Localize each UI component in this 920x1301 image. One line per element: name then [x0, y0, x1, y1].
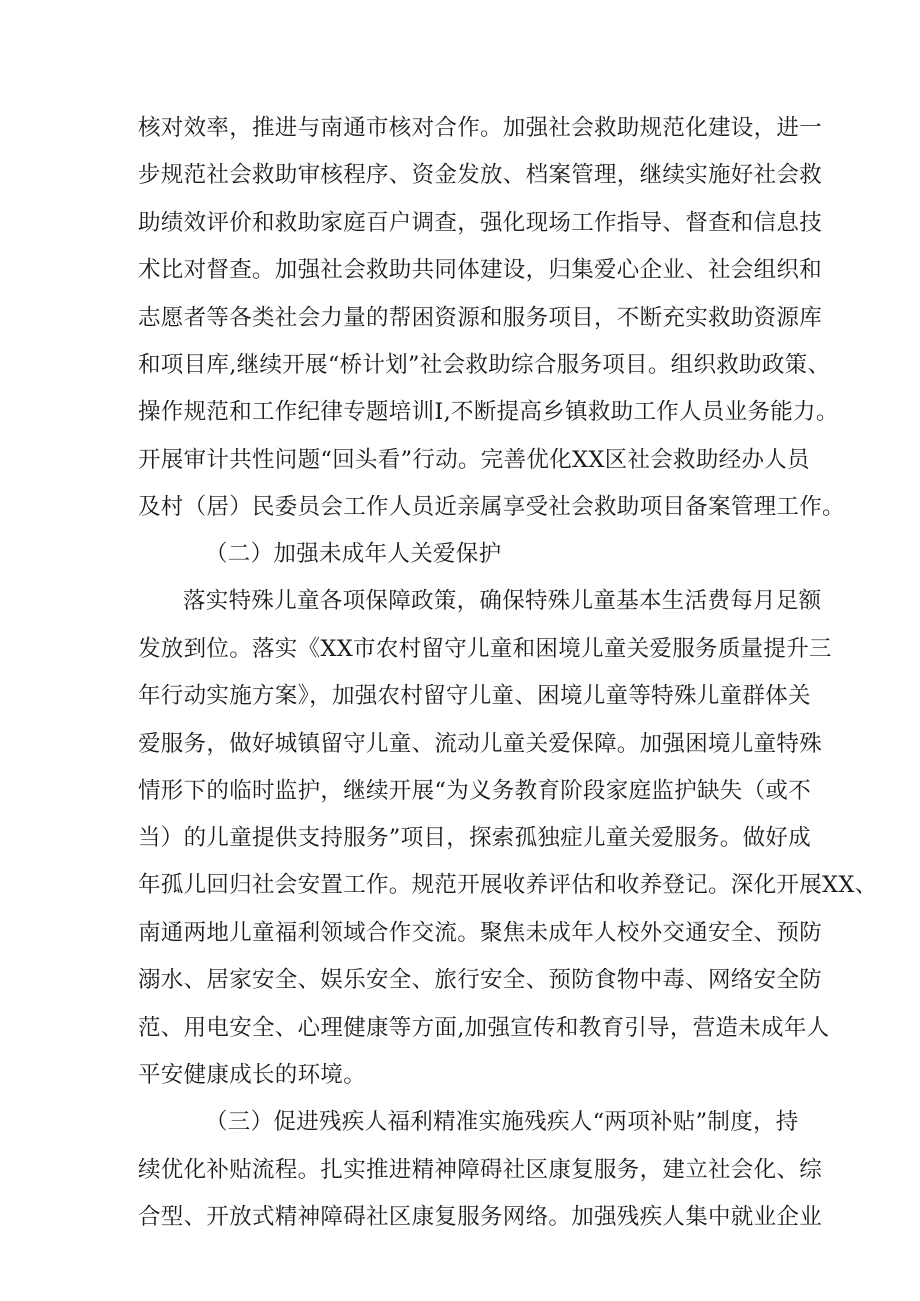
- paragraph-line: 操作规范和工作纪律专题培训I,不断提高乡镇救助工作人员业务能力。: [138, 399, 839, 425]
- paragraph-line: 合型、开放式精神障碍社区康复服务网络。加强残疾人集中就业企业: [138, 1204, 823, 1230]
- paragraph-line: 开展审计共性问题“回头看”行动。完善优化XX区社会救助经办人员: [138, 447, 810, 473]
- paragraph-line: 年行动实施方案》，加强农村留守儿童、困境儿童等特殊儿童群体关: [138, 683, 811, 709]
- paragraph-line: 发放到位。落实《XX市农村留守儿童和困境儿童关爱服务质量提升三: [138, 636, 832, 662]
- paragraph-line: 术比对督查。加强社会救助共同体建设，归集爱心企业、社会组织和: [138, 257, 823, 283]
- paragraph-line: 南通两地儿童福利领域合作交流。聚焦未成年人校外交通安全、预防: [138, 920, 823, 946]
- paragraph-line: 当）的儿童提供支持服务”项目，探索孤独症儿童关爱服务。做好成: [138, 825, 812, 851]
- paragraph-line: 落实特殊儿童各项保障政策，确保特殊儿童基本生活费每月足额: [183, 588, 822, 614]
- paragraph-line: 续优化补贴流程。扎实推进精神障碍社区康复服务，建立社会化、综: [138, 1157, 823, 1183]
- paragraph-line: 情形下的临时监护，继续开展“为义务教育阶段家庭监护缺失（或不: [138, 778, 812, 804]
- paragraph-line: 溺水、居家安全、娱乐安全、旅行安全、预防食物中毒、网络安全防: [138, 967, 823, 993]
- paragraph-line: 和项目库,继续开展“桥计划”社会救助综合服务项目。组织救助政策、: [138, 352, 831, 378]
- paragraph-line: 助绩效评价和救助家庭百户调查，强化现场工作指导、督查和信息技: [138, 210, 823, 236]
- section-heading-3: （三）促进残疾人福利精准实施残疾人“两项补贴”制度，持: [205, 1109, 799, 1135]
- paragraph-line: 年孤儿回归社会安置工作。规范开展收养评估和收养登记。深化开展XX、: [138, 872, 878, 898]
- paragraph-line: 志愿者等各类社会力量的帮困资源和服务项目，不断充实救助资源库: [138, 305, 823, 331]
- paragraph-line: 核对效率，推进与南通市核对合作。加强社会救助规范化建设，进一: [138, 115, 823, 141]
- section-heading-2: （二）加强未成年人关爱保护: [205, 541, 502, 567]
- paragraph-line: 平安健康成长的环境。: [138, 1062, 367, 1088]
- paragraph-line: 爱服务，做好城镇留守儿童、流动儿童关爱保障。加强困境儿童特殊: [138, 731, 823, 757]
- paragraph-line: 步规范社会救助审核程序、资金发放、档案管理，继续实施好社会救: [138, 162, 823, 188]
- paragraph-line: 范、用电安全、心理健康等方面,加强宣传和教育引导，营造未成年人: [138, 1015, 830, 1041]
- paragraph-line: 及村（居）民委员会工作人员近亲属享受社会救助项目备案管理工作。: [138, 494, 845, 520]
